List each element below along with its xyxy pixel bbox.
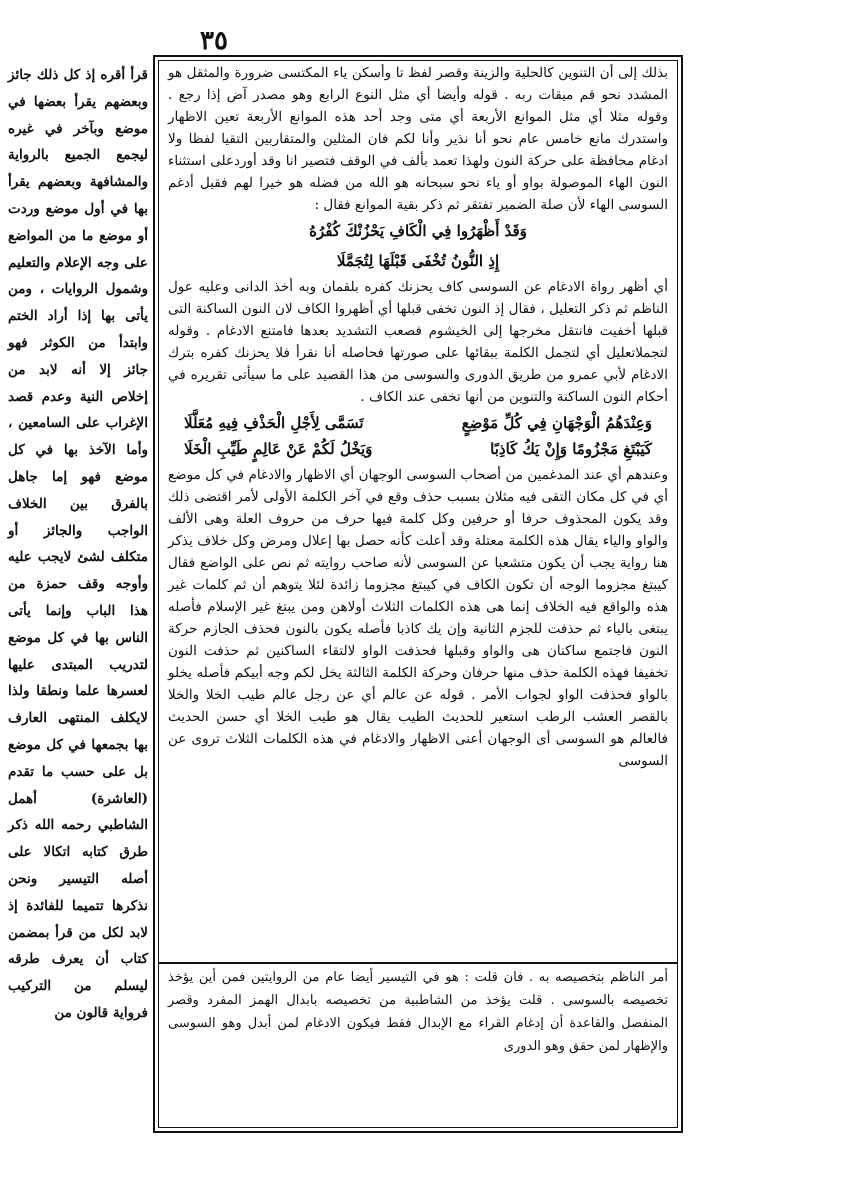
paragraph-1: بذلك إلى أن التنوين كالحلية والزينة وقصر لفظ تا وأسكن ياء المكتسى ضرورة والمثقل هو المشدد نحو قم ميقات ربه . قوله وأيضا أي مثل النوع الرابع وهو مصدر آض إذا رجع . وقوله مثلا أي مثل الموانع الأربعة أي متى وجد أحد هذه الموانع الأربعة تعين الاظهار واستدرك مانع خامس عام نحو أنا نذير وأنا لكم فان المثلين والمتقاربين التقيا لفظا ولا ادغام محافظة على حركة النون ولهذا تعمد بألف في الوقف فتصير انا وقد أوردعلى استثناء النون الهاء الموصولة بواو أو ياء نحو سبحانه هو الله من فضله هو خيرا لهم فقيل أدغم السوسى الهاء لأن صلة الضمير تفتقر ثم ذكر بقية الموانع فقال :	[168, 65, 668, 213]
page-number: ٣٥	[200, 26, 228, 56]
main-commentary	[168, 62, 668, 772]
hemistich-4a: كَيَبْتَغِ مَجْزُومًا وَإِنْ يَكُ كَاذِبًا	[490, 440, 652, 458]
footnote-section	[168, 966, 668, 1058]
footnote-text: أمر الناظم بتخصيصه به . فان قلت : هو في التيسير أيضا عام من الروايتين فمن أين يؤخذ تخصيصه بالسوسى . قلت يؤخذ من الشاطبية من تخصيصه بابدال الهمز المفرد وقصر المنفصل والقاعدة أن إدغام القراء مع الإبدال فقط فيكون الادغام لمن أبدل وهو السوسى والإظهار لمن حقق وهو الدورى	[168, 970, 668, 1054]
hemistich-4b: وَيَخْلُ لَكُمْ عَنْ عَالِمٍ طَيِّبِ الْخَلَا	[184, 440, 373, 458]
paragraph-2: أي أظهر رواة الادغام عن السوسى كاف يحزنك كفره بلقمان وبه أخذ الدانى وعليه عول الناظم ثم ذكر التعليل ، فقال إذ النون تخفى قبلها أي أظهروا الكاف لان النون الساكنة التى قبلها أخفيت فانتقل مخرجها إلى الخيشوم فصعب التشديد بعدها فامتنع الادغام . وقوله لتجملاتعليل أي لتجمل الكلمة ببقائها على صورتها فحاصله أنا نقرأ فلا يحزنك كفره بترك الادغام لأبي عمرو من طريق الدورى والسوسى من هذا القصيد على ما سيأتى تقريره في أحكام النون الساكنة والتنوين من أنها تخفى عند الكاف .	[168, 279, 668, 405]
verse-row-1	[178, 410, 658, 436]
footnote-divider	[158, 962, 678, 964]
paragraph-3: وعندهم أي عند المدغمين من أصحاب السوسى الوجهان أي الاظهار والادغام في كل موضع أي في كل مكان التقى فيه مثلان بسبب حذف وقع في آخر الكلمة الأولى لأمر اقتضى ذلك وقد يكون المحذوف حرفا أو حرفين وكل كلمة فيها حرف من حروف العلة وهى الألف والواو والياء يقال هذه الكلمة معتلة وقد أعلت كأنه حصل بها إعلال ومرض وكل خلاف يذكر هنا رواية يجب أن يكون متشعبا عن السوسى لأنه صاحب روايته ثم نص على الواضع فقال كيبتغ مجزوما الوجه أن تكون الكاف في كيبتغ مجزوما زائدة لئلا يتوهم أن ثم كلمات غير هذه والواقع فيه الخلاف إنما هى هذه الكلمات الثلاث أولاهن ومن يبتغ غير الإسلام فأصله يبتغى بالياء ثم حذفت للجزم الثانية وإن يك كاذبا فأصله يكون بالنون فحذف الجازم حركة النون فاجتمع ساكنان هى والواو وقبلها فحذفت الواو لالتقاء الساكنين ثم حذفت النون تخفيفا فهذه الكلمة حذف منها حرفان وحركة الكلمة الثالثة يخل لكم وجه أبيكم فأصله يخلو بالواو فحذفت الواو لجواب الأمر . قوله عن عالم أي عن رجل عالم طيب الخلا والخلا بالقصر العشب الرطب استعير للحديث الطيب يقال هو طيب الخلا أي حسن الحديث فالعالم هو السوسى أى الوجهان أعنى الاظهار والادغام في هذه الكلمات الثلاث تروى عن السوسى	[168, 467, 668, 769]
verse-2-text: إِذِ النُّونُ تُخْفَى قَبْلَهَا لِتُجَمَّلَا	[336, 252, 500, 270]
hemistich-3b: تَسَمَّى لِأَجْلِ الْحَذْفِ فِيهِ مُعَلَّلَا	[184, 414, 364, 432]
verse-line-1	[168, 216, 668, 246]
verse-line-2	[168, 246, 668, 276]
verse-1-text: وَقَدْ أَظْهَرُوا فِي الْكَافِ يَحْزُنْكَ كُفْرُهُ	[309, 222, 527, 240]
margin-commentary	[8, 62, 148, 1027]
hemistich-3a: وَعِنْدَهُمُ الْوَجْهَانِ فِي كُلِّ مَوْضِعٍ	[461, 414, 652, 432]
margin-text: قرأ أقره إذ كل ذلك جائز وبعضهم يقرأ بعضها في موضع وبآخر في غيره ليجمع الجميع بالرواية والمشافهة وبعضهم يقرأ بها في أول موضع وردت أو موضع ما من المواضع على وجه الإعلام والتعليم وشمول الروايات ، ومن يأتى بها إذا أراد الختم وابتدأ من الكوثر فهو جائز إلا أنه لابد من إخلاص النية وعدم قصد الإغراب على السامعين ، وأما الآخذ بها في كل موضع فهو إما جاهل بالفرق بين الخلاف الواجب والجائز أو متكلف لشئ لايجب عليه وأوجه وقف حمزة من هذا الباب وإنما يأتى الناس بها في كل موضع لتدريب المبتدى عليها لعسرها علما ونطقا ولذا لايكلف المنتهى العارف بها بجمعها في كل موضع بل على حسب ما تقدم (العاشرة) أهمل الشاطبي رحمه الله ذكر طرق كتابه اتكالا على أصله التيسير ونحن نذكرها تتميما للفائدة إذ لابد لكل من قرأ بمضمن كتاب أن يعرف طرقه ليسلم من التركيب فرواية قالون من	[8, 67, 148, 1021]
verse-couplet	[168, 408, 668, 464]
verse-row-2	[178, 436, 658, 462]
